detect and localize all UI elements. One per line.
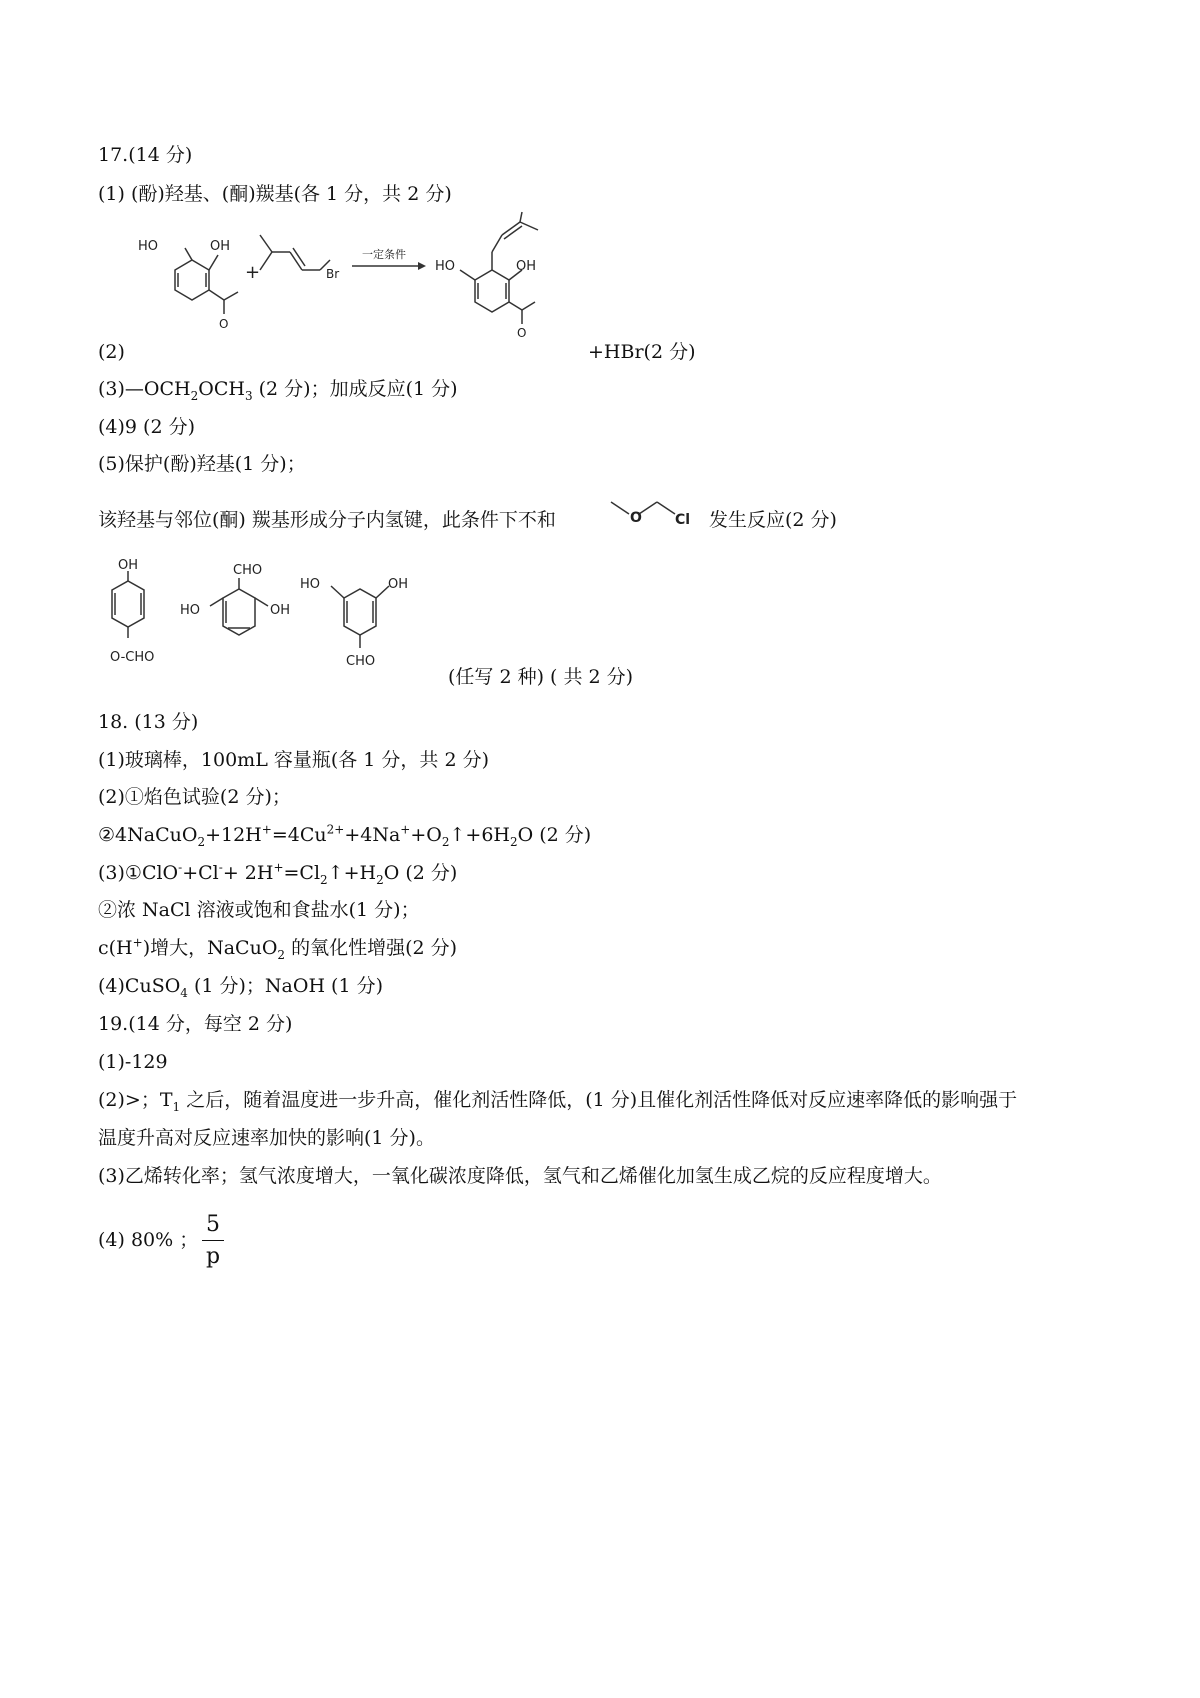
q19-part2a: (2)>；$T_1$ 之后，随着温度进一步升高，催化剂活性降低，(1 分)且催化剂活性降低对反应速率降低的影响强于 xyxy=(98,1089,1018,1114)
fraction-bar xyxy=(202,1240,224,1241)
svg-text:O: O xyxy=(517,326,527,340)
fraction-numerator: 5 xyxy=(206,1212,220,1237)
svg-text:OH: OH xyxy=(118,558,139,573)
svg-text:CHO: CHO xyxy=(233,563,263,578)
isomer-structures xyxy=(88,558,448,688)
reaction-scheme xyxy=(130,210,600,365)
reactant2-br: Br xyxy=(326,267,340,281)
svg-text:HO: HO xyxy=(180,603,201,618)
isomer1-structure xyxy=(112,571,144,638)
q17-part5a: (5)保护(酚)羟基(1 分)； xyxy=(98,453,306,475)
q17-part1: (1) (酚)羟基、(酮)羰基(各 1 分，共 2 分) xyxy=(98,183,452,205)
q19-title: 19.(14 分，每空 2 分) xyxy=(98,1013,293,1035)
q18-part3c: c(H+)增大，NaCuO$_2$ 的氧化性增强(2 分) xyxy=(98,935,458,962)
isomer2-structure xyxy=(210,578,268,635)
q19-part3: (3)乙烯转化率；氢气浓度增大，一氧化碳浓度降低，氢气和乙烯催化加氢生成乙烷的反应程度增大。 xyxy=(98,1165,942,1187)
q17-part2-label: (2) xyxy=(98,341,125,363)
reaction-condition: 一定条件 xyxy=(362,248,406,261)
q18-part2b: $②4NaCuO_2+12H^+=4Cu^{2+}+4Na^++O_2↑+6H_2O$ (2 分) xyxy=(98,822,592,849)
reactant2-structure xyxy=(260,235,330,270)
svg-text:OH: OH xyxy=(388,577,409,592)
svg-text:O-CHO: O-CHO xyxy=(110,650,155,665)
q18-part4: (4)CuSO$_4$ (1 分)；NaOH (1 分) xyxy=(98,975,384,1000)
reactant1-ho: HO xyxy=(138,239,159,254)
fraction-denominator: p xyxy=(205,1244,221,1269)
reactant1-oh: OH xyxy=(210,239,231,254)
q18-part1: (1)玻璃棒，100mL 容量瓶(各 1 分，共 2 分) xyxy=(98,749,490,771)
isomer3-structure xyxy=(331,586,389,648)
chloromethyl-methyl-ether-structure xyxy=(605,488,715,543)
q19-part1: (1)-129 xyxy=(98,1051,168,1073)
plus-sign: + xyxy=(245,262,261,283)
q19-part4: (4) 80% ； xyxy=(98,1229,199,1251)
q19-part2b: 温度升高对反应速率加快的影响(1 分)。 xyxy=(98,1127,435,1149)
q17-title: 17.(14 分) xyxy=(98,144,193,166)
svg-text:O: O xyxy=(219,317,229,331)
q17-part5b-pre: 该羟基与邻位(酮) 羰基形成分子内氢键，此条件下不和 xyxy=(98,509,556,531)
svg-text:HO: HO xyxy=(300,577,321,592)
reactant1-structure xyxy=(175,248,238,314)
q19-fraction xyxy=(202,1212,224,1269)
reagent-cl: Cl xyxy=(675,512,691,528)
q18-part3b: ②浓 NaCl 溶液或饱和食盐水(1 分)； xyxy=(98,899,420,921)
svg-text:OH: OH xyxy=(270,603,291,618)
svg-text:O: O xyxy=(630,510,642,526)
q17-part6-note: (任写 2 种) ( 共 2 分) xyxy=(448,666,634,688)
q18-title: 18. (13 分) xyxy=(98,711,199,733)
reaction-svg xyxy=(130,210,600,360)
q17-part4: (4)9 (2 分) xyxy=(98,416,195,438)
q17-part3: $(3)—OCH_2OCH_3$ (2 分)；加成反应(1 分) xyxy=(98,378,458,403)
svg-text:CHO: CHO xyxy=(346,654,376,669)
q17-part2-suffix: +HBr(2 分) xyxy=(588,341,696,363)
product-oh: OH xyxy=(516,259,537,274)
q17-part5b-post: 发生反应(2 分) xyxy=(709,509,837,531)
q18-part3a: (3)①ClO-+Cl-+ $2H^+=Cl_2↑+H_2O$ (2 分) xyxy=(98,860,458,887)
product-ho: HO xyxy=(435,259,456,274)
q18-part2a: (2)①焰色试验(2 分)； xyxy=(98,786,291,808)
